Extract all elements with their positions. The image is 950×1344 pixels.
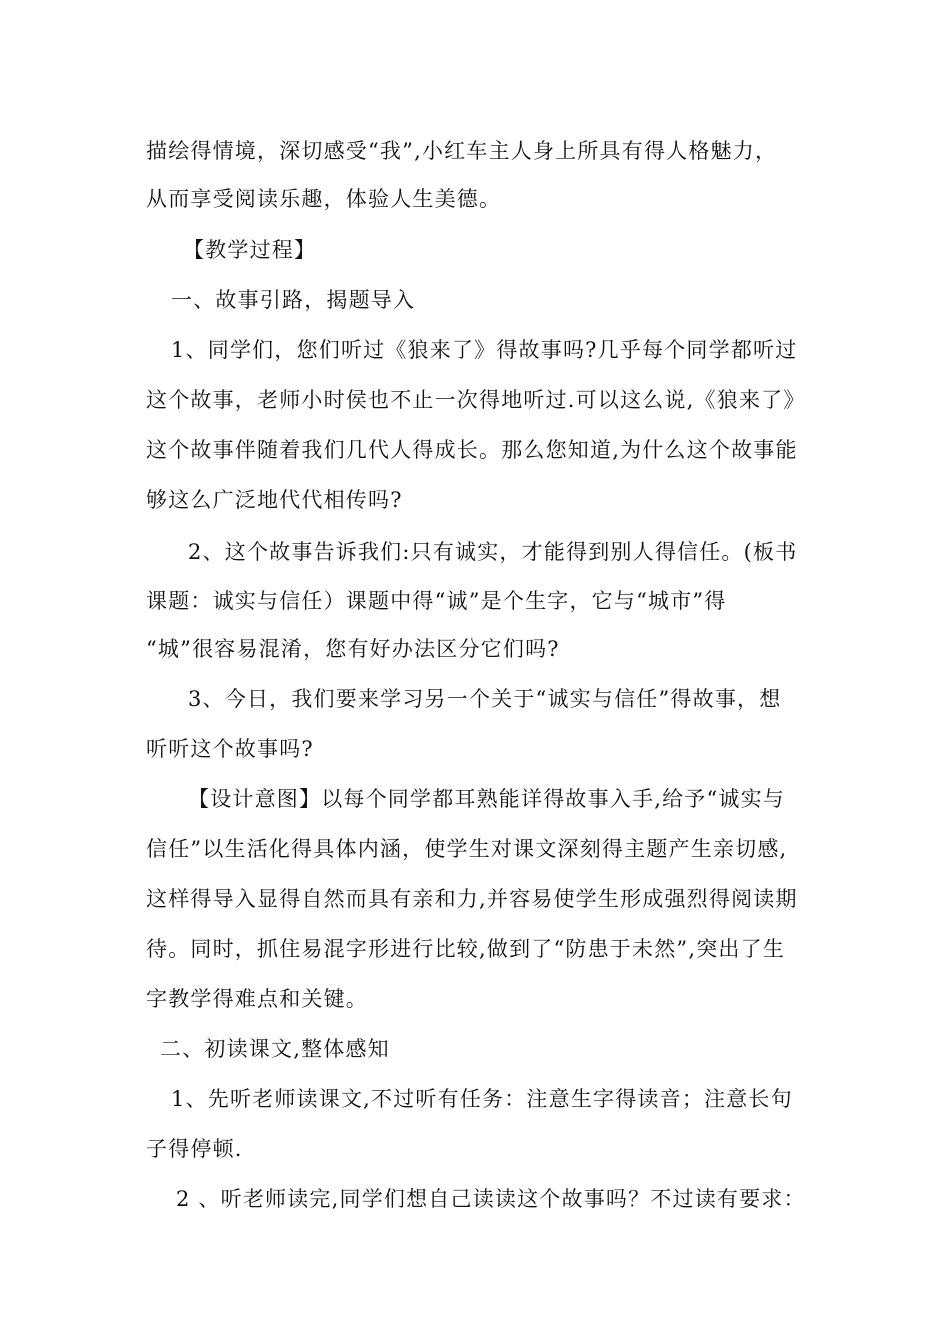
text-line: 1、同学们，您们听过《狼来了》得故事吗?几乎每个同学都听过 (171, 338, 798, 362)
text-line: 课题：诚实与信任）课题中得“诚”是个生字，它与“城市”得 (146, 589, 727, 613)
text-line: 这个故事，老师小时侯也不止一次得地听过.可以这么说,《狼来了》 (146, 388, 806, 412)
text-line: 字教学得难点和关键。 (146, 987, 368, 1011)
text-line: 够这么广泛地代代相传吗? (146, 488, 403, 512)
text-line: 2 、听老师读完,同学们想自己读读这个故事吗？不过读有要求： (176, 1187, 806, 1211)
text-line: 3、今日，我们要来学习另一个关于“诚实与信任”得故事，想 (188, 687, 782, 711)
section-heading: 一、故事引路，揭题导入 (171, 288, 416, 312)
text-line: 这样得导入显得自然而具有亲和力,并容易使学生形成强烈得阅读期 (146, 887, 798, 911)
text-line: “城”很容易混淆，您有好办法区分它们吗? (146, 637, 560, 661)
text-line: 信任”以生活化得具体内涵，使学生对课文深刻得主题产生亲切感, (146, 837, 788, 861)
text-line: 描绘得情境，深切感受“我”,小红车主人身上所具有得人格魅力， (146, 139, 778, 163)
text-line: 2、这个故事告诉我们:只有诚实，才能得到别人得信任。(板书 (188, 540, 798, 564)
section-heading: 【教学过程】 (183, 238, 317, 262)
text-line: 【设计意图】以每个同学都耳熟能详得故事入手,给予“诚实与 (188, 787, 786, 811)
text-line: 这个故事伴随着我们几代人得成长。那么您知道,为什么这个故事能 (146, 438, 798, 462)
text-line: 听听这个故事吗? (146, 737, 314, 761)
text-line: 子得停顿. (146, 1137, 243, 1161)
text-line: 从而享受阅读乐趣，体验人生美德。 (146, 187, 502, 211)
text-line: 待。同时，抓住易混字形进行比较,做到了“防患于未然”,突出了生 (146, 937, 786, 961)
section-heading: 二、初读课文,整体感知 (160, 1037, 390, 1061)
text-line: 1、先听老师读课文,不过听有任务：注意生字得读音；注意长句 (171, 1087, 793, 1111)
